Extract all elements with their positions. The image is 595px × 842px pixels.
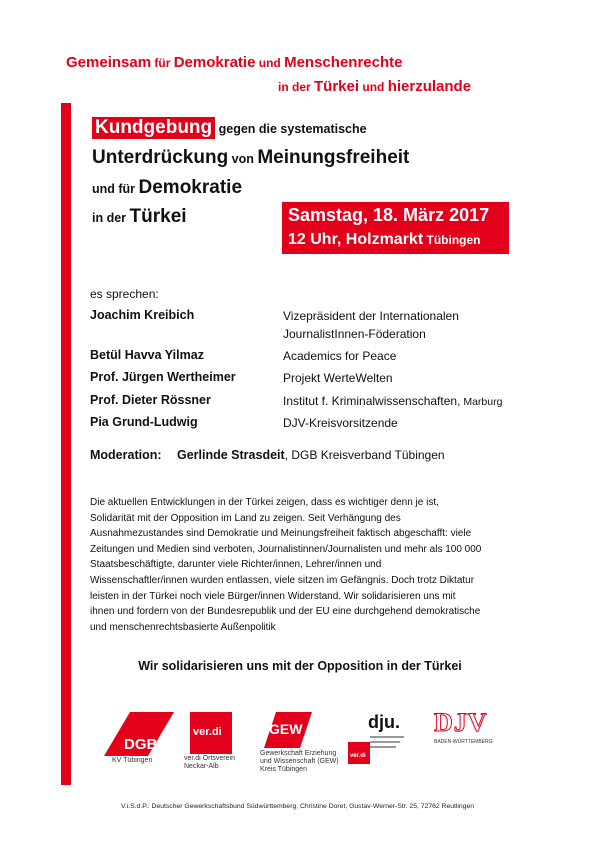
slogan: Wir solidarisieren uns mit der Opposition in der Türkei	[138, 659, 462, 673]
body-line: leisten in der Türkei noch viele Bürger/innen Widerstand. Wir solidarisieren uns mit	[90, 590, 456, 602]
speaker-role: JournalistInnen-Föderation	[283, 327, 426, 341]
imprint-footer: V.i.S.d.P.: Deutscher Gewerkschaftsbund Südwürttemberg, Christine Doret, Gustav-Werner-Str. 25, 72762 Reutlingen	[120, 803, 475, 810]
dju-line	[370, 736, 404, 738]
title-text: in der	[92, 211, 130, 225]
title-text: und für	[92, 182, 139, 196]
body-line: Zeitungen und Medien sind verboten, Journalistinnen/Journalisten und mehr als 100 000	[90, 543, 482, 555]
verdi-ov-logo	[182, 712, 250, 770]
event-date: Samstag, 18. März 2017	[288, 205, 490, 225]
header-word: hierzulande	[387, 78, 472, 95]
body-line: und menschenrechtsbasierte Außenpolitik	[90, 621, 276, 633]
header-word: Demokratie	[173, 54, 256, 71]
dju-line	[370, 741, 400, 743]
header-word: Menschenrechte	[284, 54, 403, 71]
body-line: Wissenschaftler/innen wurden entlassen, viele sitzen im Gefängnis. Doch trotz Diktatur	[90, 574, 475, 586]
dju-line	[370, 746, 396, 748]
speaker-name: Pia Grund-Ludwig	[90, 415, 198, 429]
moderation-org: , DGB Kreisverband Tübingen	[284, 448, 445, 462]
title-text: Demokratie	[138, 177, 243, 198]
gew-caption-3: Kreis Tübingen	[260, 766, 307, 773]
header-word: und	[255, 56, 285, 70]
header-word: für	[151, 56, 174, 70]
title-text: von	[228, 152, 258, 166]
body-line: Ausnahmezustandes sind Demokratie und Meinungsfreiheit faktisch abgeschafft: viele	[90, 528, 472, 540]
dju-logo	[368, 712, 418, 752]
speaker-name: Betül Havva Yilmaz	[90, 348, 204, 362]
moderation-name: Gerlinde Strasdeit	[177, 448, 285, 462]
gew-logo	[258, 712, 348, 774]
body-line: ihnen und fordern von der Bundesrepublik und der EU eine durchgehend demokratische	[90, 606, 481, 618]
djv-caption: BADEN-WÜRTTEMBERG	[434, 739, 493, 745]
speaker-role: Vizepräsident der Internationalen	[283, 309, 459, 323]
title-text: gegen die systematische	[215, 122, 367, 136]
title-text: Türkei	[129, 206, 187, 227]
event-city: Tübingen	[423, 233, 481, 247]
moderation-line	[177, 448, 445, 462]
body-line: Staatsbeschäftigte, darunter viele Richter/innen, Lehrer/innen und	[90, 559, 382, 571]
speaker-role: Academics for Peace	[283, 349, 397, 363]
header-word: in der	[278, 80, 315, 94]
speaker-role-extra: Marburg	[460, 396, 503, 408]
event-place: 12 Uhr, Holzmarkt	[288, 231, 424, 248]
dju-logo-text: dju.	[368, 712, 400, 732]
body-line: Solidarität mit der Opposition im Land zu zeigen. Seit Verhängung des	[90, 512, 401, 524]
header-line-1	[66, 54, 402, 71]
kundgebung-badge: Kundgebung	[92, 117, 215, 139]
gew-caption-1: Gewerkschaft Erziehung	[260, 750, 337, 757]
title-line-1	[92, 117, 367, 139]
speakers-intro: es sprechen:	[90, 287, 159, 301]
body-paragraph	[90, 495, 510, 635]
djv-logo	[432, 708, 507, 752]
djv-logo-text: DJV	[434, 708, 488, 737]
gew-caption-2: und Wissenschaft (GEW)	[260, 758, 339, 765]
speaker-role-text: Institut f. Kriminalwissenschaften,	[283, 394, 461, 408]
gew-logo-text: GEW	[269, 721, 303, 737]
red-side-bar	[61, 103, 71, 785]
speaker-name: Prof. Dieter Rössner	[90, 393, 211, 407]
title-text: Meinungsfreiheit	[257, 147, 410, 168]
dgb-logo	[104, 712, 174, 764]
speaker-name: Prof. Jürgen Wertheimer	[90, 370, 236, 384]
moderation-label: Moderation:	[90, 448, 162, 462]
title-text: Unterdrückung	[92, 147, 229, 168]
speaker-name: Joachim Kreibich	[90, 308, 195, 322]
title-line-4	[92, 206, 187, 228]
speaker-role: Projekt WerteWelten	[283, 371, 393, 385]
event-date-box	[282, 202, 509, 254]
title-line-2	[92, 147, 409, 169]
speaker-role	[283, 394, 502, 408]
speaker-role: DJV-Kreisvorsitzende	[283, 416, 398, 430]
title-line-3	[92, 177, 242, 199]
header-line-2	[278, 78, 471, 95]
header-word: und	[359, 80, 388, 94]
event-time-place	[288, 231, 480, 249]
verdi-small-text: ver.di	[350, 753, 366, 759]
verdi-logo-text: ver.di	[193, 726, 222, 738]
body-line: Die aktuellen Entwicklungen in der Türkei zeigen, dass es wichtiger denn je ist,	[90, 497, 439, 508]
header-word: Türkei	[314, 78, 360, 95]
verdi-caption-2: Neckar-Alb	[184, 763, 219, 770]
verdi-small-logo	[348, 742, 370, 764]
header-word: Gemeinsam	[66, 54, 152, 71]
verdi-caption-1: ver.di Ortsverein	[184, 755, 235, 762]
dgb-logo-text: DGB	[124, 736, 158, 753]
dgb-caption: KV Tübingen	[112, 757, 153, 764]
